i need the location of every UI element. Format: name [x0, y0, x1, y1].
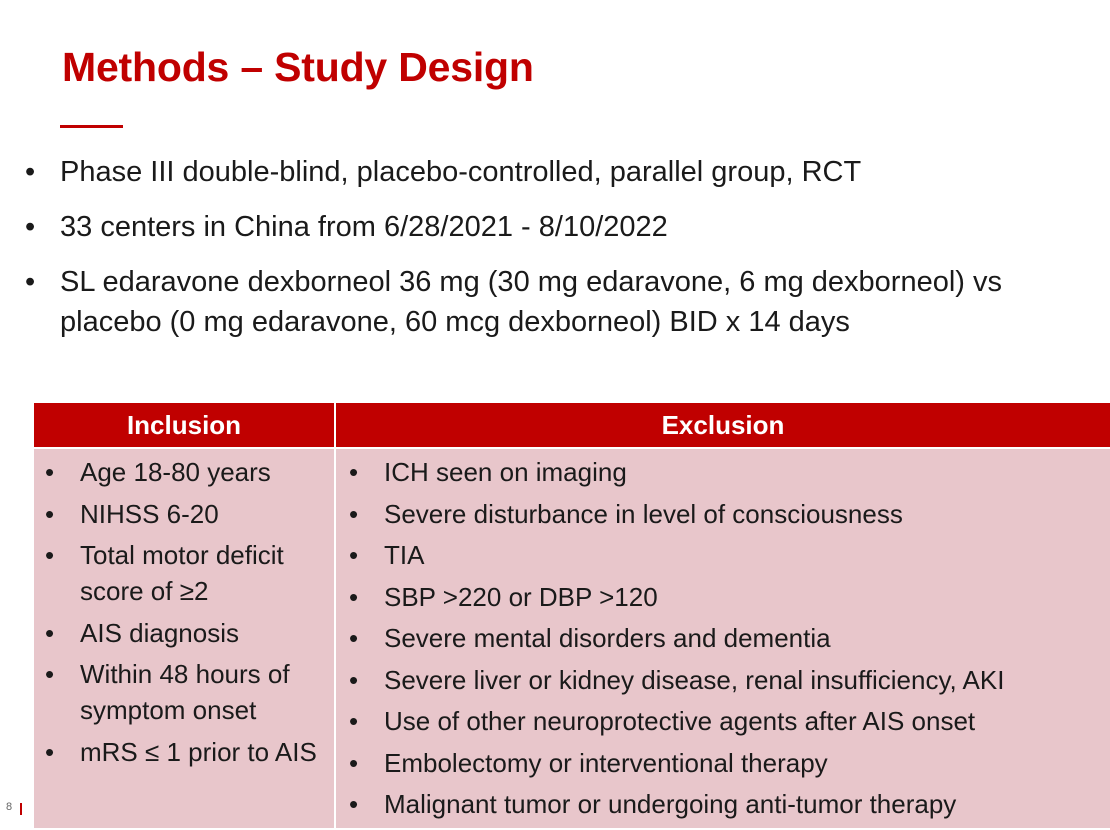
exclusion-cell — [335, 448, 1110, 829]
bullet-item: • 33 centers in China from 6/28/2021 - 8/10/2022 — [25, 207, 1105, 247]
slide-title: Methods – Study Design — [62, 44, 534, 90]
exclusion-item: • Severe liver or kidney disease, renal insufficiency, AKI — [384, 662, 1110, 698]
exclusion-item: • Embolectomy or interventional therapy — [384, 745, 1110, 781]
exclusion-list — [336, 449, 1110, 822]
inclusion-item: • NIHSS 6-20 — [80, 496, 334, 532]
inclusion-item: • AIS diagnosis — [80, 615, 334, 651]
exclusion-item: • TIA — [384, 537, 1110, 573]
page-number: 8 — [6, 801, 13, 813]
page-number-divider — [20, 803, 22, 815]
inclusion-item: • Within 48 hours of symptom onset — [80, 656, 334, 728]
inclusion-cell — [33, 448, 335, 829]
inclusion-item: • Age 18-80 years — [80, 454, 334, 490]
exclusion-item: • ICH seen on imaging — [384, 454, 1110, 490]
bullet-item: • Phase III double-blind, placebo-controlled, parallel group, RCT — [25, 152, 1105, 192]
criteria-table — [32, 401, 1110, 830]
bullet-item: • SL edaravone dexborneol 36 mg (30 mg edaravone, 6 mg dexborneol) vs placebo (0 mg edaravone, 60 mcg dexborneol) BID x 14 days — [25, 262, 1105, 342]
inclusion-header: Inclusion — [33, 402, 335, 448]
inclusion-item: • mRS ≤ 1 prior to AIS — [80, 734, 334, 770]
exclusion-item: • SBP >220 or DBP >120 — [384, 579, 1110, 615]
study-design-bullets — [25, 152, 1105, 357]
exclusion-item: • Use of other neuroprotective agents after AIS onset — [384, 703, 1110, 739]
exclusion-header: Exclusion — [335, 402, 1110, 448]
inclusion-list — [34, 449, 334, 770]
exclusion-item: • Malignant tumor or undergoing anti-tumor therapy — [384, 786, 1110, 822]
inclusion-item: • Total motor deficit score of ≥2 — [80, 537, 334, 609]
exclusion-item: • Severe disturbance in level of consciousness — [384, 496, 1110, 532]
title-underline — [60, 125, 123, 128]
exclusion-item: • Severe mental disorders and dementia — [384, 620, 1110, 656]
